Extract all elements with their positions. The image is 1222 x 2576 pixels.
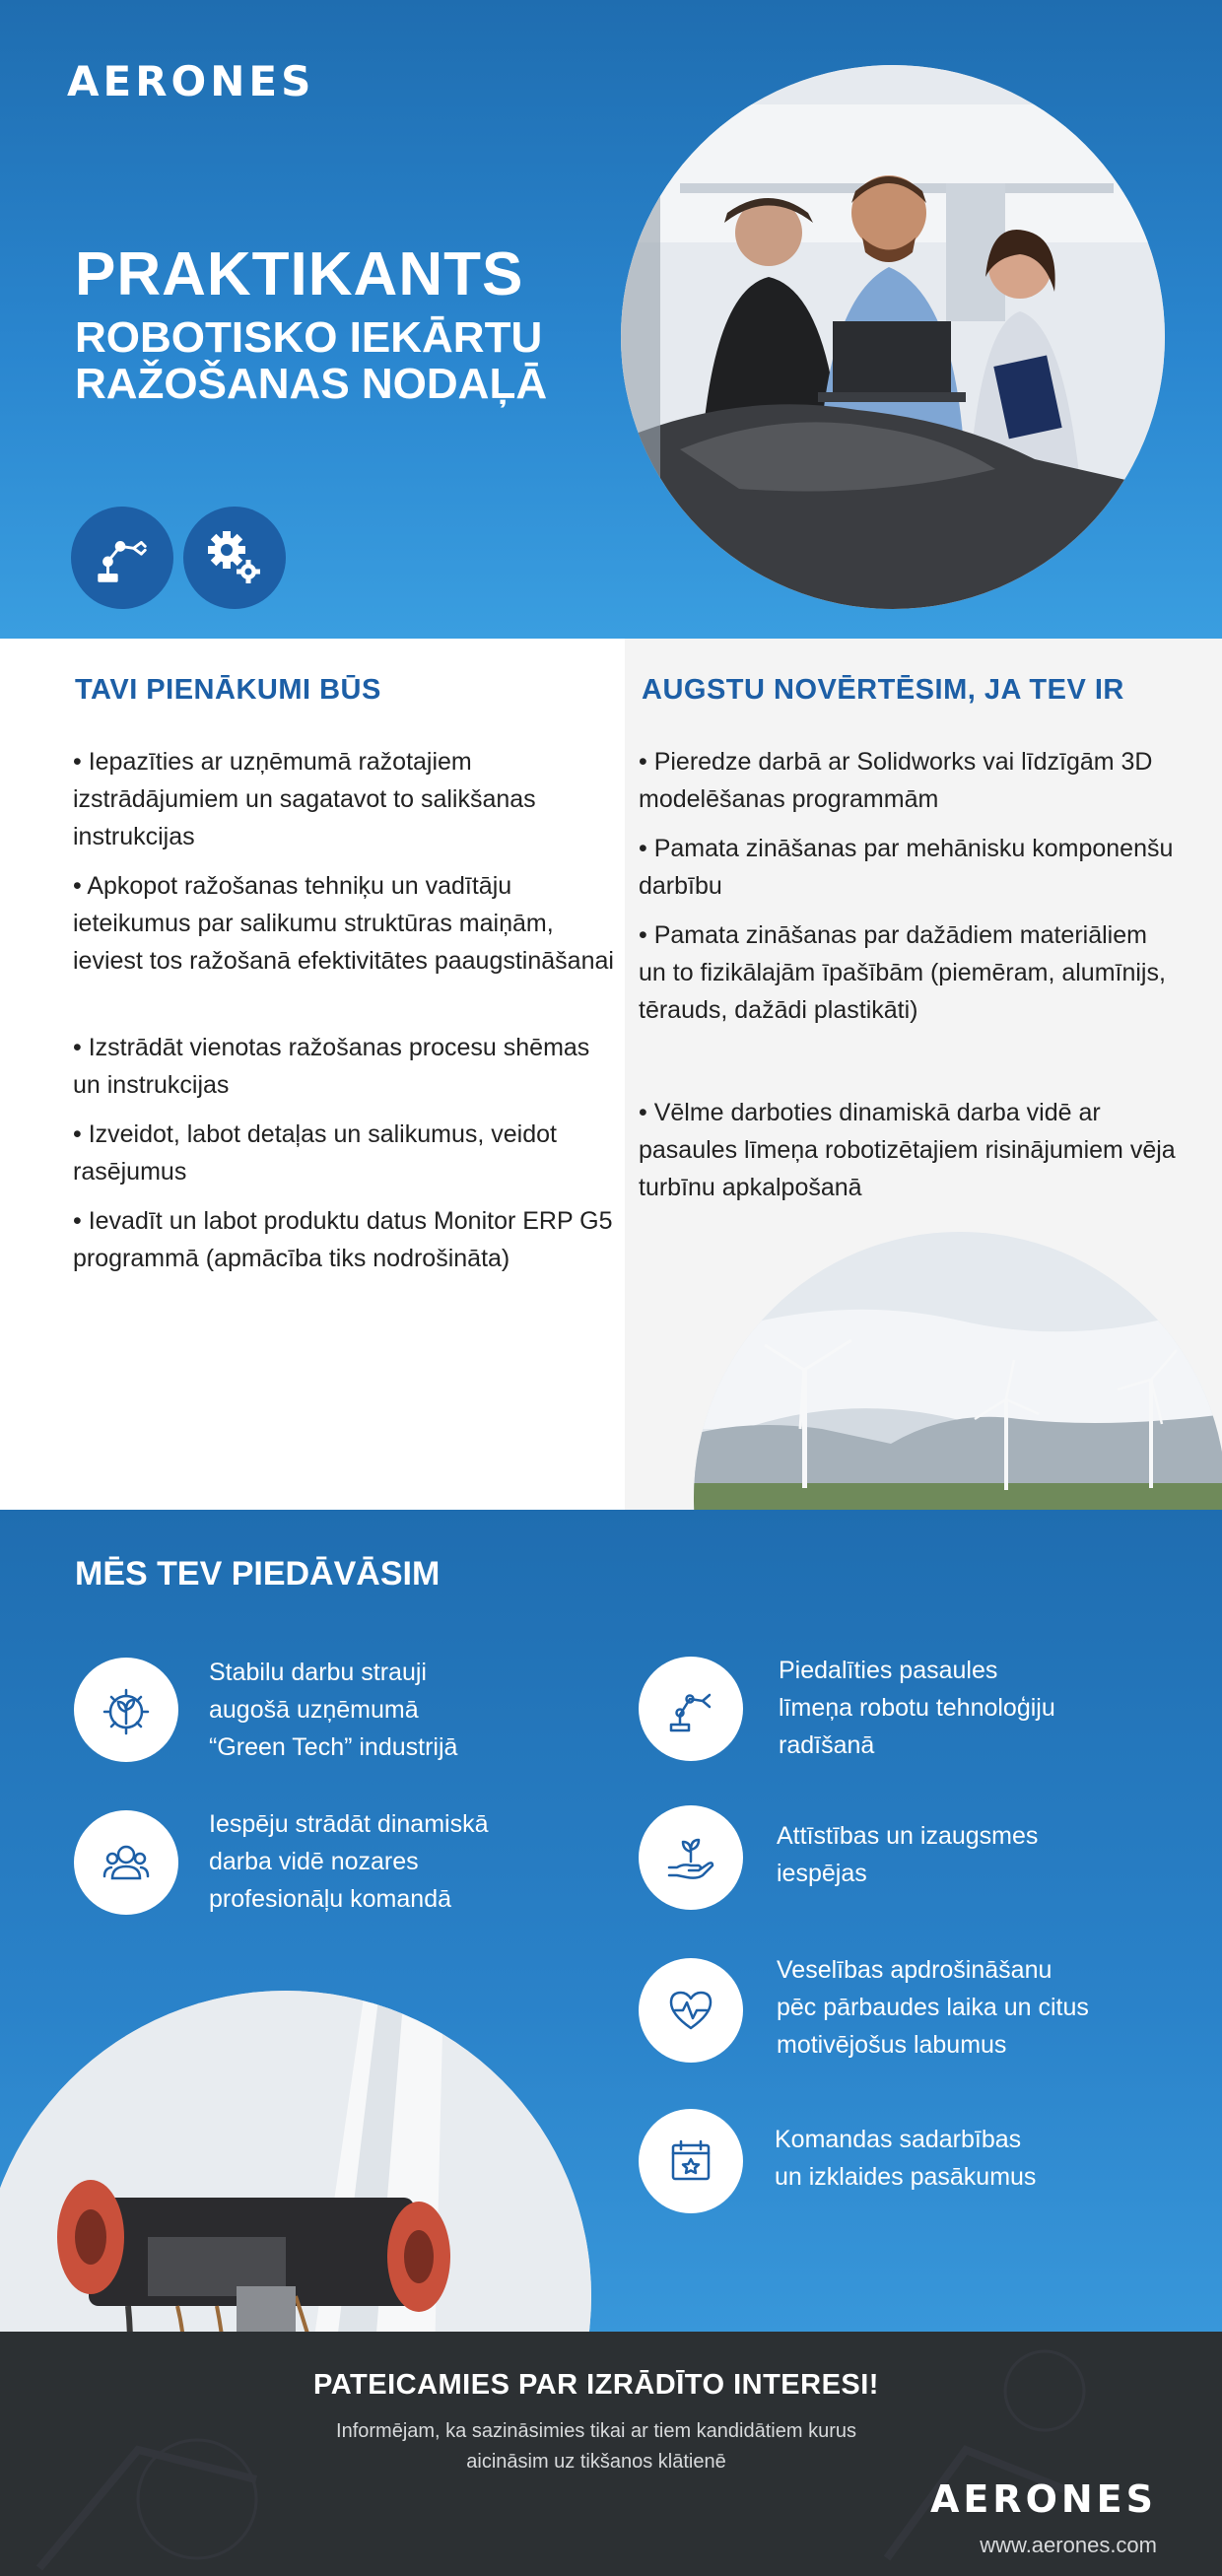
job-title-line1: PRAKTIKANTS [75,240,524,308]
team-photo [621,65,1165,609]
footer-logo: AERONES [929,2477,1157,2521]
contact-notice: Informējam, ka sazināsimies tikai ar tiem kandidātiem kurus aicināsim uz tikšanos klātienē [336,2420,856,2473]
calendar-star-icon [639,2109,743,2213]
requirements-heading: AUGSTU NOVĒRTĒSIM, JA TEV IR [642,674,1124,706]
offer-text: Stabilu darbu strauji augošā uzņēmumā “Green Tech” industrijā [209,1659,458,1761]
aerones-logo: AERONES [67,57,315,105]
robot-arm-icon [639,1657,743,1761]
heart-pulse-icon [639,1958,743,2063]
thanks-title: PATEICAMIES PAR IZRĀDĪTO INTERESI! [313,2369,879,2401]
duty-item: • Izveidot, labot detaļas un salikumus, veidot rasējumus [73,1120,557,1186]
offer-section [0,1510,1222,2332]
duty-item: • Apkopot ražošanas tehniķu un vadītāju ieteikumus par salikumu struktūras maiņām, ieviest tos ražošanā efektivitātes paaugstināšanai [73,872,614,975]
job-title-line2: ROBOTISKO IEKĀRTU RAŽOŠANAS NODAĻĀ [75,312,548,409]
requirement-item: • Pieredze darbā ar Solidworks vai līdzīgām 3D modelēšanas programmām [639,748,1153,813]
offer-text: Iespēju strādāt dinamiskā darba vidē nozares profesionāļu komandā [209,1810,489,1913]
offer-text: Komandas sadarbības un izklaides pasākumus [775,2126,1037,2191]
offer-text: Attīstības un izaugsmes iespējas [777,1822,1039,1887]
duty-item: • Iepazīties ar uzņēmumā ražotajiem izstrādājumiem un sagatavot to salikšanas instrukcijas [73,748,536,850]
offer-text: Piedalīties pasaules līmeņa robotu tehnoloģiju radīšanā [779,1657,1055,1759]
requirement-item: • Pamata zināšanas par dažādiem materiāliem un to fizikālajām īpašībām (piemēram, alumīnijs, tērauds, dažādi plastikāti) [639,921,1166,1024]
duty-item: • Izstrādāt vienotas ražošanas procesu shēmas un instrukcijas [73,1034,590,1099]
offer-text: Veselības apdrošināšanu pēc pārbaudes laika un citus motivējošus labumus [777,1956,1089,2059]
duties-heading: TAVI PIENĀKUMI BŪS [75,674,381,706]
robot-arm-icon [71,507,173,609]
duty-item: • Ievadīt un labot produktu datus Monitor ERP G5 programmā (apmācība tiks nodrošināta) [73,1207,613,1272]
footer [0,2332,1222,2576]
hero-section [0,0,1222,639]
job-title [75,242,627,408]
turbine-robot-photo [0,1991,591,2332]
website-link[interactable]: www.aerones.com [980,2533,1157,2557]
gears-icon [183,507,286,609]
hand-sprout-icon [639,1805,743,1910]
team-icon [74,1810,178,1915]
requirement-item: • Pamata zināšanas par mehānisku komponenšu darbību [639,835,1174,900]
requirement-item: • Vēlme darboties dinamiskā darba vidē ar pasaules līmeņa robotizētajiem risinājumiem vēja turbīnu apkalpošanā [639,1099,1176,1201]
plant-gear-icon [74,1658,178,1762]
offer-heading: MĒS TEV PIEDĀVĀSIM [75,1555,441,1593]
